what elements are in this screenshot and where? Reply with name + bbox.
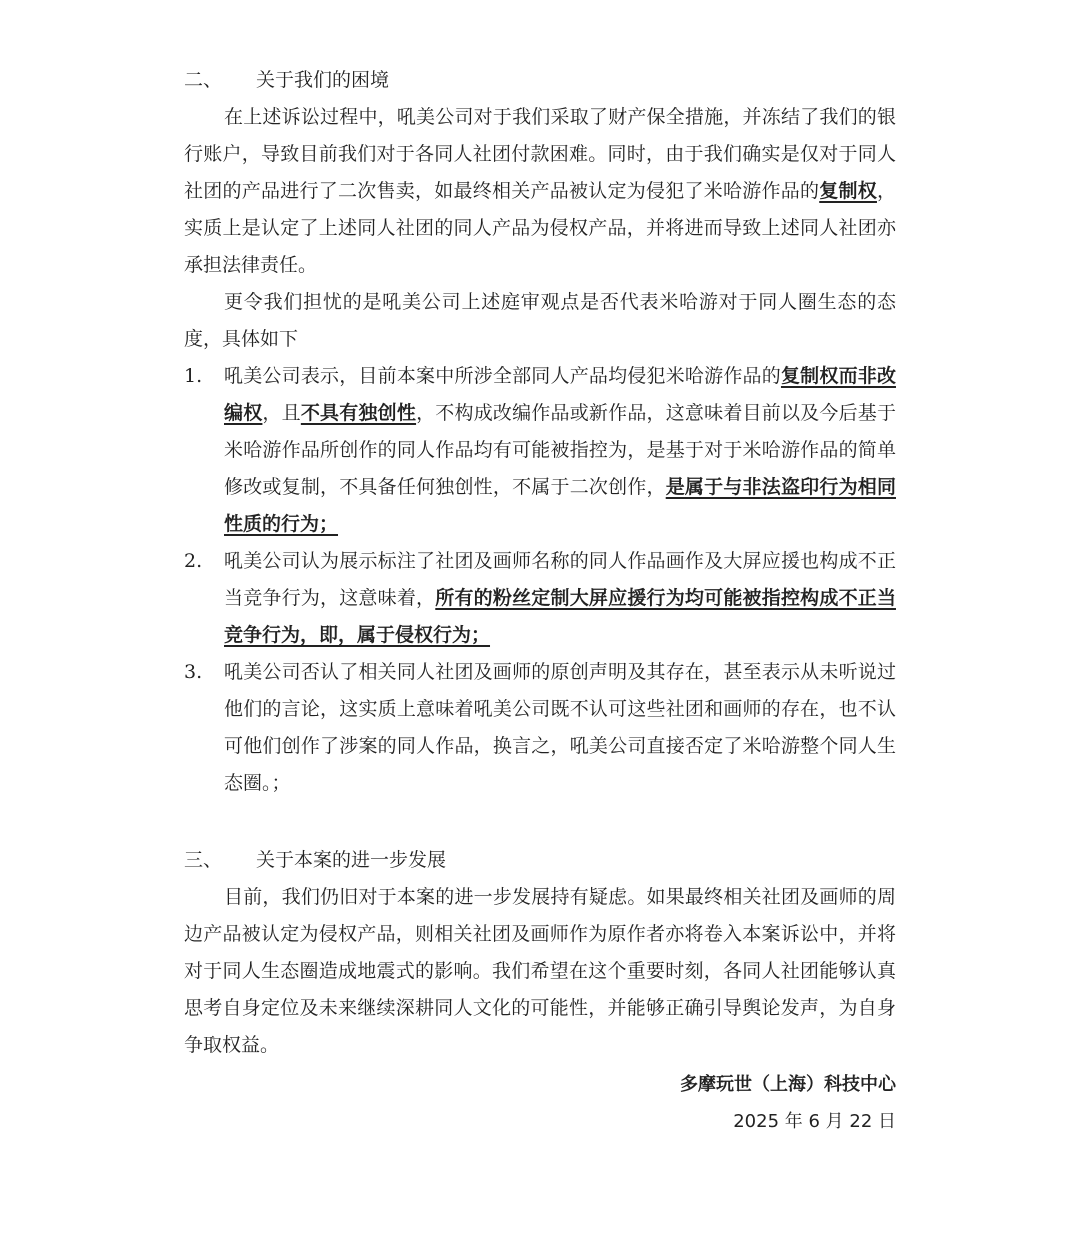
list-item-index: 1.	[184, 365, 203, 387]
section-2-heading	[184, 62, 896, 99]
section-2-title: 关于我们的困境	[256, 69, 390, 91]
list-item-3	[184, 654, 896, 802]
item1-emphasis-3: 是属于与非法盗印行为相同性质的行为；	[224, 476, 896, 535]
list-item-body	[224, 358, 896, 543]
list-item-index: 2.	[184, 550, 203, 572]
section-3-heading	[184, 842, 896, 879]
section-2-number: 二、	[184, 69, 223, 91]
item1-emphasis-1: 复制权而非改编权	[224, 365, 896, 424]
item1-text-1: 吼美公司表示，目前本案中所涉全部同人产品均侵犯米哈游作品的	[224, 365, 781, 387]
section-3-paragraph-1: 目前，我们仍旧对于本案的进一步发展持有疑虑。如果最终相关社团及画师的周边产品被认定为侵权产品，则相关社团及画师作为原作者亦将卷入本案诉讼中，并将对于同人生态圈造成地震式的影响。我们希望在这个重要时刻，各同人社团能够认真思考自身定位及未来继续深耕同人文化的可能性，并能够正确引导舆论发声，为自身争取权益。	[184, 886, 896, 1056]
item1-text-2: ，且	[262, 402, 301, 424]
list-item-1	[184, 358, 896, 543]
list-item-body	[224, 543, 896, 654]
section-spacer	[184, 802, 896, 842]
section-3-number: 三、	[184, 849, 223, 871]
item1-text-3: ，不构成改编作品或新作品，这意味着目前以及今后基于米哈游作品所创作的同人作品均有可能被指控为，是基于对于米哈游作品的简单修改或复制，不具备任何独创性，不属于二次创作，	[224, 402, 896, 498]
section-2-paragraph-2: 更令我们担忧的是吼美公司上述庭审观点是否代表米哈游对于同人圈生态的态度，具体如下	[184, 291, 896, 350]
list-item-body: 吼美公司否认了相关同人社团及画师的原创声明及其存在，甚至表示从未听说过他们的言论，这实质上意味着吼美公司既不认可这些社团和画师的存在，也不认可他们创作了涉案的同人作品，换言之，吼美公司直接否定了米哈游整个同人生态圈。；	[224, 661, 896, 794]
para1-text: 在上述诉讼过程中，吼美公司对于我们采取了财产保全措施，并冻结了我们的银行账户，导致目前我们对于各同人社团付款困难。同时，由于我们确实是仅对于同人社团的产品进行了二次售卖，如最终相关产品被认定为侵犯了米哈游作品的	[184, 106, 896, 202]
list-item-index: 3.	[184, 661, 203, 683]
section-2-paragraph-1	[184, 99, 896, 284]
list-item-2	[184, 543, 896, 654]
document-page	[184, 62, 896, 1140]
signature-date: 2025 年 6 月 22 日	[733, 1111, 896, 1132]
para1-text-end: ，实质上是认定了上述同人社团的同人产品为侵权产品，并将进而导致上述同人社团亦承担法律责任。	[184, 180, 896, 276]
para1-emphasis: 复制权	[819, 180, 877, 202]
item2-text-1: 吼美公司认为展示标注了社团及画师名称的同人作品画作及大屏应援也构成不正当竞争行为，这意味着，	[224, 550, 896, 609]
signature-organization: 多摩玩世（上海）科技中心	[680, 1074, 896, 1095]
item2-emphasis-1: 所有的粉丝定制大屏应援行为均可能被指控构成不正当竞争行为，即，属于侵权行为；	[224, 587, 896, 646]
item1-emphasis-2: 不具有独创性	[300, 402, 417, 424]
section-3-title: 关于本案的进一步发展	[256, 849, 447, 871]
